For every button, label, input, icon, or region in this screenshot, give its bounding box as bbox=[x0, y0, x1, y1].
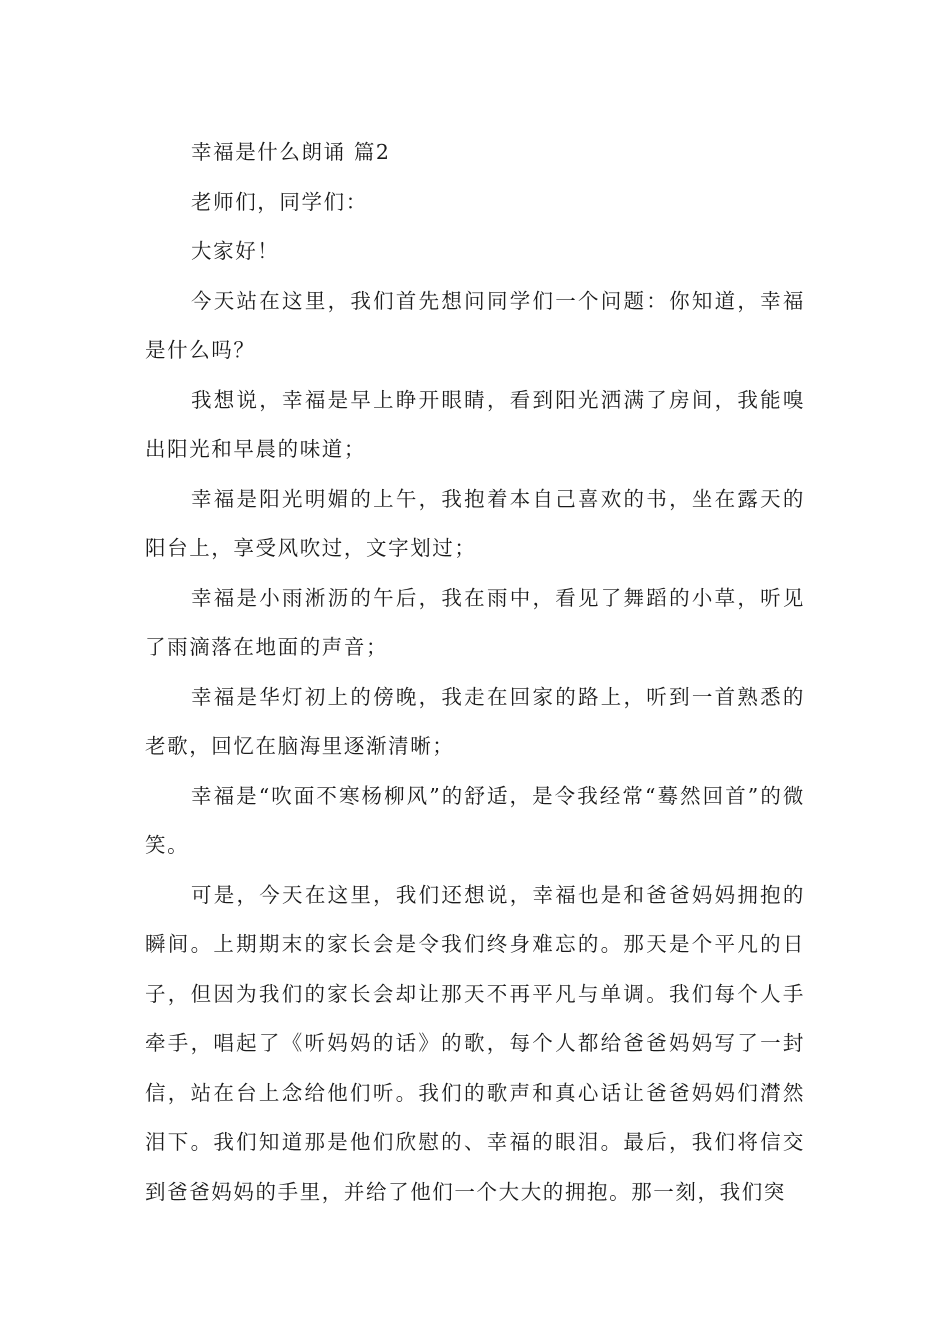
body-paragraph: 幸福是小雨淅沥的午后，我在雨中，看见了舞蹈的小草，听见了雨滴落在地面的声音； bbox=[145, 585, 805, 659]
body-paragraph: 幸福是“吹面不寒杨柳风”的舒适，是令我经常“蓦然回首”的微笑。 bbox=[145, 783, 805, 857]
body-paragraph: 可是，今天在这里，我们还想说，幸福也是和爸爸妈妈拥抱的瞬间。上期期末的家长会是令我们终身难忘的。那天是个平凡的日子，但因为我们的家长会却让那天不再平凡与单调。我们每个人手牵手，唱起了《听妈妈的话》的歌，每个人都给爸爸妈妈写了一封信，站在台上念给他们听。我们的歌声和真心话让爸爸妈妈们潸然泪下。我们知道那是他们欣慰的、幸福的眼泪。最后，我们将信交到爸爸妈妈的手里，并给了他们一个大大的拥抱。那一刻，我们突 bbox=[145, 882, 805, 1204]
body-paragraph: 今天站在这里，我们首先想问同学们一个问题：你知道，幸福是什么吗？ bbox=[145, 288, 805, 362]
document-title: 幸福是什么朗诵 篇2 bbox=[191, 140, 391, 164]
document-page bbox=[145, 128, 805, 1217]
body-paragraph: 我想说，幸福是早上睁开眼睛，看到阳光洒满了房间，我能嗅出阳光和早晨的味道； bbox=[145, 387, 805, 461]
body-paragraph: 幸福是阳光明媚的上午，我抱着本自己喜欢的书，坐在露天的阳台上，享受风吹过，文字划过； bbox=[145, 486, 805, 560]
hello-paragraph: 大家好！ bbox=[191, 239, 280, 263]
body-paragraph: 幸福是华灯初上的傍晚，我走在回家的路上，听到一首熟悉的老歌，回忆在脑海里逐渐清晰； bbox=[145, 684, 805, 758]
greeting-paragraph: 老师们，同学们： bbox=[191, 189, 368, 214]
